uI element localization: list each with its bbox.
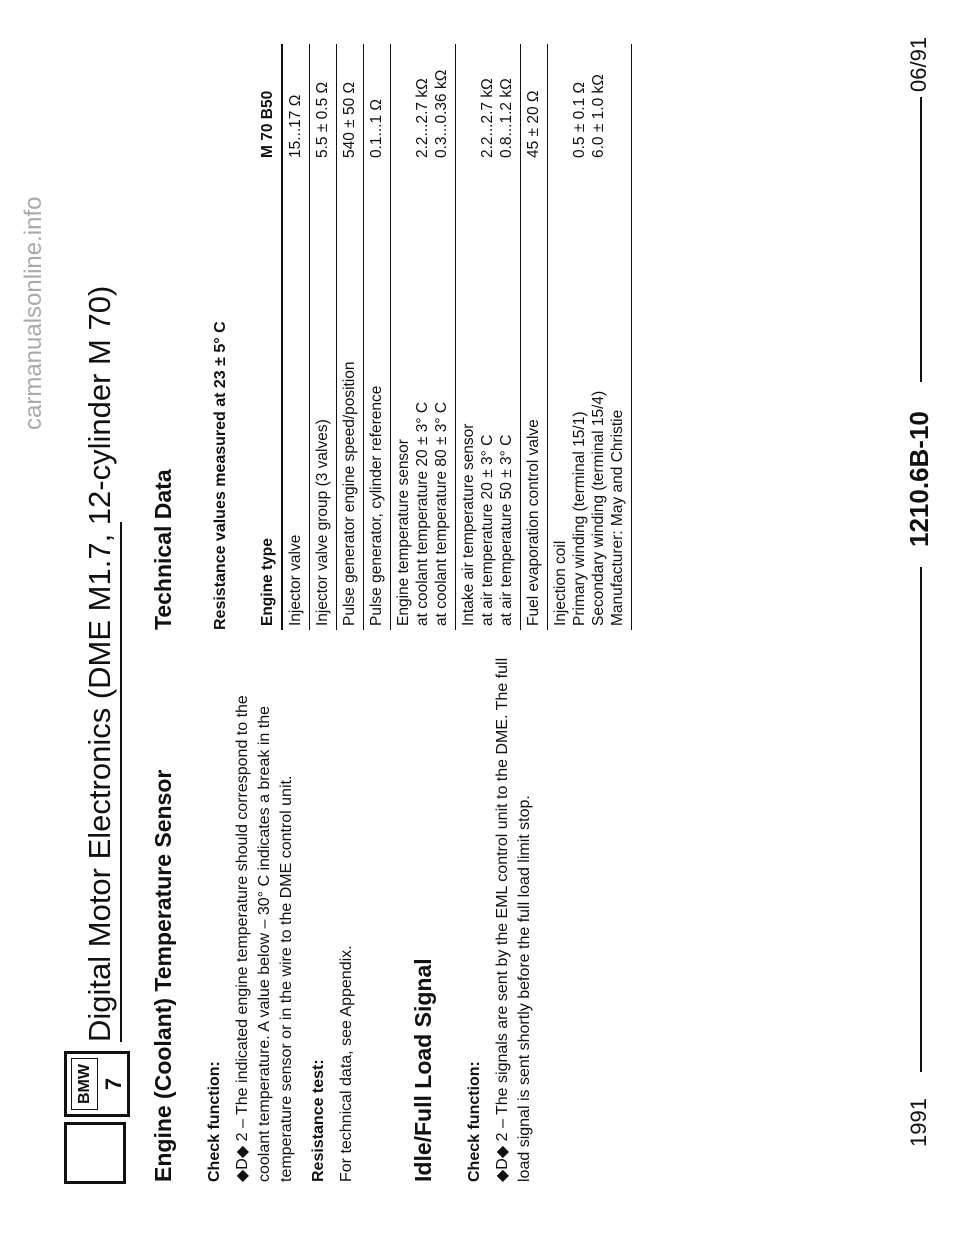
- row-description: [391, 162, 456, 630]
- check-function-label-1: Check function:: [206, 1061, 223, 1182]
- row-value: [391, 44, 456, 162]
- table-row: [337, 44, 364, 630]
- row-description-text: Pulse generator engine speed/position: [341, 361, 358, 626]
- row-description-text: Intake air temperature sensor: [460, 423, 477, 626]
- technical-data-body: [255, 44, 632, 630]
- header-rule-1: [920, 97, 922, 382]
- sub-row-value: 2.2...2.7 kΩ: [479, 78, 496, 158]
- row-description: [337, 162, 364, 630]
- table-header-row: [255, 44, 282, 630]
- table-row: [521, 44, 548, 630]
- row-value-text: 15...17 Ω: [287, 94, 304, 158]
- row-value: [521, 44, 548, 162]
- row-description-text: Injector valve: [287, 534, 304, 626]
- row-value: [310, 44, 337, 162]
- row-description-text: Fuel evaporation control valve: [525, 419, 542, 626]
- row-description: [548, 162, 632, 630]
- col-model: M 70 B50: [255, 44, 282, 162]
- sub-row-value: 0.8...1.2 kΩ: [498, 78, 515, 158]
- table-row: [456, 44, 521, 630]
- technical-data-subheading: Resistance values measured at 23 ± 5° C: [212, 321, 229, 630]
- row-description: [364, 162, 391, 630]
- row-value-text: 45 ± 20 Ω: [525, 90, 542, 158]
- sub-row-description: Manufacturer: May and Christie: [609, 409, 626, 626]
- sub-row-description: at air temperature 50 ± 3° C: [498, 434, 515, 626]
- left-vertical-rule: [125, 1120, 135, 1122]
- title-rule: [120, 522, 122, 1042]
- sub-row-description: Secondary winding (terminal 15/4): [590, 390, 607, 626]
- row-value-text: 5.5 ± 0.5 Ω: [314, 81, 331, 158]
- sub-row-description: at air temperature 20 ± 3° C: [479, 434, 496, 626]
- date-code: 06/91: [906, 36, 931, 92]
- row-value: [364, 44, 391, 162]
- resistance-test-text: For technical data, see Appendix.: [338, 945, 355, 1182]
- resistance-test-label: Resistance test:: [310, 1059, 327, 1182]
- row-description: [521, 162, 548, 630]
- row-description: [456, 162, 521, 630]
- technical-data-table: [255, 44, 632, 630]
- col-engine-type: Engine type: [255, 162, 282, 630]
- brand-logo-box: [64, 1051, 130, 1117]
- sub-row-description: at coolant temperature 20 ± 3° C: [414, 401, 431, 626]
- year: 1991: [906, 1098, 931, 1147]
- table-row: [548, 44, 632, 630]
- row-description-text: Pulse generator, cylinder reference: [368, 385, 385, 626]
- sub-row-value: 0.3...0.36 kΩ: [433, 69, 450, 158]
- row-value-text: [459, 48, 478, 158]
- row-value-text: [394, 48, 413, 158]
- table-row: [391, 44, 456, 630]
- row-value: [282, 44, 310, 162]
- sub-row-value: [608, 48, 627, 158]
- sub-row-value: 6.0 ± 1.0 kΩ: [590, 74, 607, 158]
- row-description-text: Injection coil: [552, 540, 569, 626]
- brand-left-rule: [64, 1122, 126, 1184]
- row-value: [337, 44, 364, 162]
- check-function-text-2: ◆D◆ 2 – The signals are sent by the EML control unit to the DME. The full load signal is sent shortly before the full load limit stop.: [494, 657, 533, 1182]
- section-heading-idle-full-load: Idle/Full Load Signal: [410, 958, 436, 1182]
- row-description: [282, 162, 310, 630]
- row-value-text: [551, 48, 570, 158]
- check-function-label-2: Check function:: [466, 1061, 483, 1182]
- watermark: carmanualsonline.info: [20, 196, 47, 430]
- brand-block: [0, 0, 160, 1242]
- manual-title: Digital Motor Electronics (DME M1.7, 12-cylinder M 70): [82, 285, 117, 1042]
- row-value: [456, 44, 521, 162]
- table-row: [310, 44, 337, 630]
- technical-data-heading: Technical Data: [150, 469, 176, 630]
- row-value-text: 540 ± 50 Ω: [341, 81, 358, 158]
- sub-row-description: Primary winding (terminal 15/1): [571, 411, 588, 626]
- brand-series: 7: [100, 1077, 126, 1091]
- header-rule-2: [920, 567, 922, 1072]
- check-function-text-1: ◆D◆ 2 – The indicated engine temperature should correspond to the coolant temperature. A value below – 30° C indicates a break in the temperature sensor or in the wire to the DME control unit.: [234, 695, 295, 1182]
- table-row: [282, 44, 310, 630]
- row-description: [310, 162, 337, 630]
- table-row: [364, 44, 391, 630]
- brand-logo: BMW: [71, 1058, 98, 1110]
- row-value-text: 0.1...1 Ω: [368, 99, 385, 158]
- sub-row-value: 2.2...2.7 kΩ: [414, 78, 431, 158]
- sub-row-description: at coolant temperature 80 ± 3° C: [433, 401, 450, 626]
- row-value: [548, 44, 632, 162]
- doc-number: 1210.6B-10: [904, 411, 934, 547]
- sub-row-value: 0.5 ± 0.1 Ω: [571, 81, 588, 158]
- section-heading-coolant-sensor: Engine (Coolant) Temperature Sensor: [150, 769, 176, 1182]
- row-description-text: Injector valve group (3 valves): [314, 419, 331, 626]
- row-description-text: Engine temperature sensor: [395, 439, 412, 626]
